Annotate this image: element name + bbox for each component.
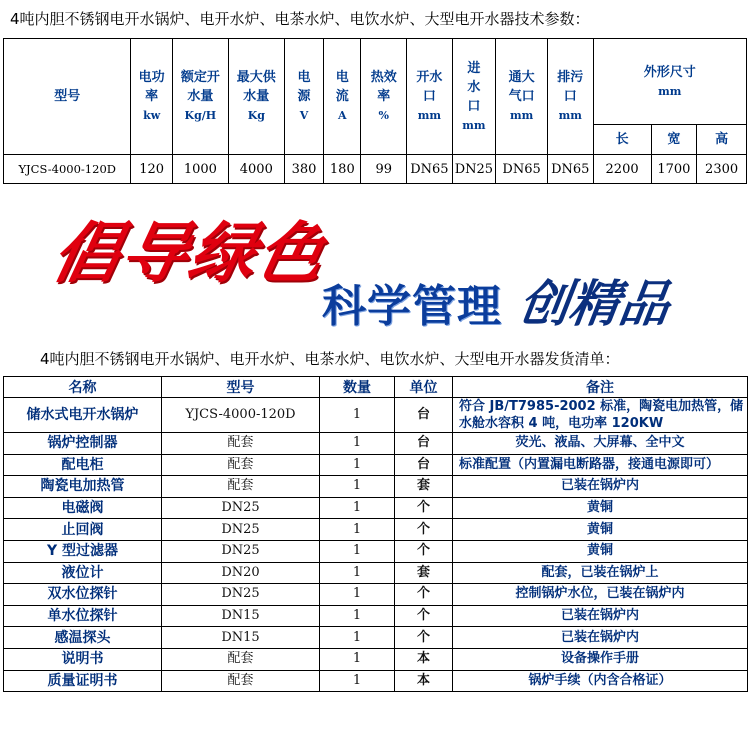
ship-cell-model: YJCS-4000-120D: [162, 398, 320, 433]
ship-header-name: 名称: [4, 377, 162, 398]
ship-cell-model: DN15: [162, 605, 320, 627]
ship-cell-qty: 1: [320, 398, 395, 433]
ship-cell-unit: 台: [395, 454, 453, 476]
ship-cell-unit: 台: [395, 433, 453, 455]
ship-cell-name: 储水式电开水锅炉: [4, 398, 162, 433]
slogan-management: 科学管理: [322, 281, 502, 332]
table-row: [4, 648, 748, 670]
ship-cell-remark: 黄铜: [453, 519, 748, 541]
ship-cell-model: 配套: [162, 433, 320, 455]
spec-cell-efficiency: 99: [361, 155, 407, 184]
ship-cell-model: DN25: [162, 540, 320, 562]
table-row: [4, 433, 748, 455]
ship-cell-remark: 已装在锅炉内: [453, 476, 748, 498]
shipping-table: [3, 376, 748, 692]
ship-cell-name: 感温探头: [4, 627, 162, 649]
table-row: [4, 584, 748, 606]
ship-cell-model: 配套: [162, 670, 320, 692]
spec-heading: 4吨内胆不锈钢电开水锅炉、电开水炉、电茶水炉、电饮水炉、大型电开水器技术参数：: [10, 10, 590, 28]
spec-header-vent: 通大气口 mm: [496, 39, 548, 155]
spec-header-drain: 排污口 mm: [547, 39, 593, 155]
ship-cell-unit: 个: [395, 497, 453, 519]
ship-cell-remark: 荧光、液晶、大屏幕、全中文: [453, 433, 748, 455]
ship-cell-remark: 配套，已装在锅炉上: [453, 562, 748, 584]
spec-cell-length: 2200: [593, 155, 651, 184]
spec-row: [4, 155, 747, 184]
ship-header-unit: 单位: [395, 377, 453, 398]
ship-cell-qty: 1: [320, 648, 395, 670]
ship-cell-unit: 个: [395, 519, 453, 541]
ship-cell-qty: 1: [320, 562, 395, 584]
ship-cell-qty: 1: [320, 540, 395, 562]
spec-cell-width: 1700: [651, 155, 697, 184]
table-row: [4, 605, 748, 627]
spec-header-current: 电流 A: [324, 39, 361, 155]
ship-cell-name: 配电柜: [4, 454, 162, 476]
ship-cell-name: 电磁阀: [4, 497, 162, 519]
table-row: [4, 519, 748, 541]
ship-cell-unit: 个: [395, 540, 453, 562]
spec-cell-model: YJCS-4000-120D: [4, 155, 131, 184]
ship-cell-unit: 台: [395, 398, 453, 433]
table-row: [4, 540, 748, 562]
ship-cell-qty: 1: [320, 605, 395, 627]
table-row: [4, 497, 748, 519]
spec-header-capacity: 额定开水量 Kg/H: [172, 39, 228, 155]
spec-header-inlet: 进水口 mm: [452, 39, 496, 155]
ship-cell-remark: 已装在锅炉内: [453, 627, 748, 649]
ship-cell-remark: 锅炉手续（内含合格证）: [453, 670, 748, 692]
ship-header-qty: 数量: [320, 377, 395, 398]
ship-cell-name: 止回阀: [4, 519, 162, 541]
spec-cell-capacity: 1000: [172, 155, 228, 184]
table-row: [4, 562, 748, 584]
ship-cell-unit: 本: [395, 648, 453, 670]
spec-cell-inlet: DN25: [452, 155, 496, 184]
spec-header-power: 电功率 kw: [131, 39, 172, 155]
ship-cell-name: 双水位探针: [4, 584, 162, 606]
ship-cell-qty: 1: [320, 519, 395, 541]
ship-cell-unit: 个: [395, 605, 453, 627]
spec-header-outlet: 开水口 mm: [407, 39, 453, 155]
ship-cell-qty: 1: [320, 476, 395, 498]
spec-cell-power: 120: [131, 155, 172, 184]
table-row: [4, 670, 748, 692]
spec-cell-outlet: DN65: [407, 155, 453, 184]
spec-header-width: 宽: [651, 125, 697, 155]
table-row: [4, 398, 748, 433]
slogan-quality: 创精品: [515, 274, 674, 333]
spec-header-max-supply: 最大供水量 Kg: [228, 39, 284, 155]
ship-cell-model: 配套: [162, 476, 320, 498]
ship-cell-model: DN25: [162, 519, 320, 541]
ship-cell-unit: 套: [395, 562, 453, 584]
ship-cell-name: 质量证明书: [4, 670, 162, 692]
ship-cell-unit: 个: [395, 627, 453, 649]
ship-cell-model: DN25: [162, 497, 320, 519]
spec-cell-drain: DN65: [547, 155, 593, 184]
ship-cell-model: 配套: [162, 454, 320, 476]
ship-cell-name: 液位计: [4, 562, 162, 584]
ship-cell-qty: 1: [320, 627, 395, 649]
ship-cell-name: 单水位探针: [4, 605, 162, 627]
ship-cell-qty: 1: [320, 497, 395, 519]
spec-cell-current: 180: [324, 155, 361, 184]
table-row: [4, 454, 748, 476]
ship-header-remark: 备注: [453, 377, 748, 398]
ship-cell-model: DN20: [162, 562, 320, 584]
ship-cell-remark: 设备操作手册: [453, 648, 748, 670]
ship-cell-model: DN25: [162, 584, 320, 606]
ship-cell-name: Y 型过滤器: [4, 540, 162, 562]
table-row: [4, 476, 748, 498]
ship-cell-remark: 符合 JB/T7985-2002 标准，陶瓷电加热管，储水舱水容积 4 吨，电功率 120KW: [453, 398, 748, 433]
spec-header-length: 长: [593, 125, 651, 155]
ship-cell-model: 配套: [162, 648, 320, 670]
ship-cell-name: 陶瓷电加热管: [4, 476, 162, 498]
spec-header-voltage: 电源 V: [284, 39, 323, 155]
ship-cell-remark: 已装在锅炉内: [453, 605, 748, 627]
spec-header-efficiency: 热效率 %: [361, 39, 407, 155]
ship-cell-name: 锅炉控制器: [4, 433, 162, 455]
ship-cell-unit: 套: [395, 476, 453, 498]
ship-cell-qty: 1: [320, 670, 395, 692]
spec-cell-max-supply: 4000: [228, 155, 284, 184]
ship-cell-unit: 本: [395, 670, 453, 692]
ship-cell-remark: 控制锅炉水位，已装在锅炉内: [453, 584, 748, 606]
spec-cell-vent: DN65: [496, 155, 548, 184]
ship-cell-remark: 标准配置（内置漏电断路器，接通电源即可）: [453, 454, 748, 476]
ship-cell-model: DN15: [162, 627, 320, 649]
ship-cell-remark: 黄铜: [453, 497, 748, 519]
spec-header-model: 型号: [4, 39, 131, 155]
spec-table: [3, 38, 747, 184]
ship-cell-qty: 1: [320, 454, 395, 476]
ship-header-model: 型号: [162, 377, 320, 398]
spec-header-height: 高: [697, 125, 747, 155]
ship-cell-qty: 1: [320, 433, 395, 455]
ship-cell-unit: 个: [395, 584, 453, 606]
ship-cell-qty: 1: [320, 584, 395, 606]
shipping-heading: 4吨内胆不锈钢电开水锅炉、电开水炉、电茶水炉、电饮水炉、大型电开水器发货清单：: [40, 350, 620, 368]
table-row: [4, 627, 748, 649]
spec-header-dimensions: 外形尺寸 mm: [593, 39, 746, 125]
slogan-green: 倡导绿色: [45, 214, 335, 292]
spec-cell-height: 2300: [697, 155, 747, 184]
ship-cell-remark: 黄铜: [453, 540, 748, 562]
ship-cell-name: 说明书: [4, 648, 162, 670]
spec-cell-voltage: 380: [284, 155, 323, 184]
